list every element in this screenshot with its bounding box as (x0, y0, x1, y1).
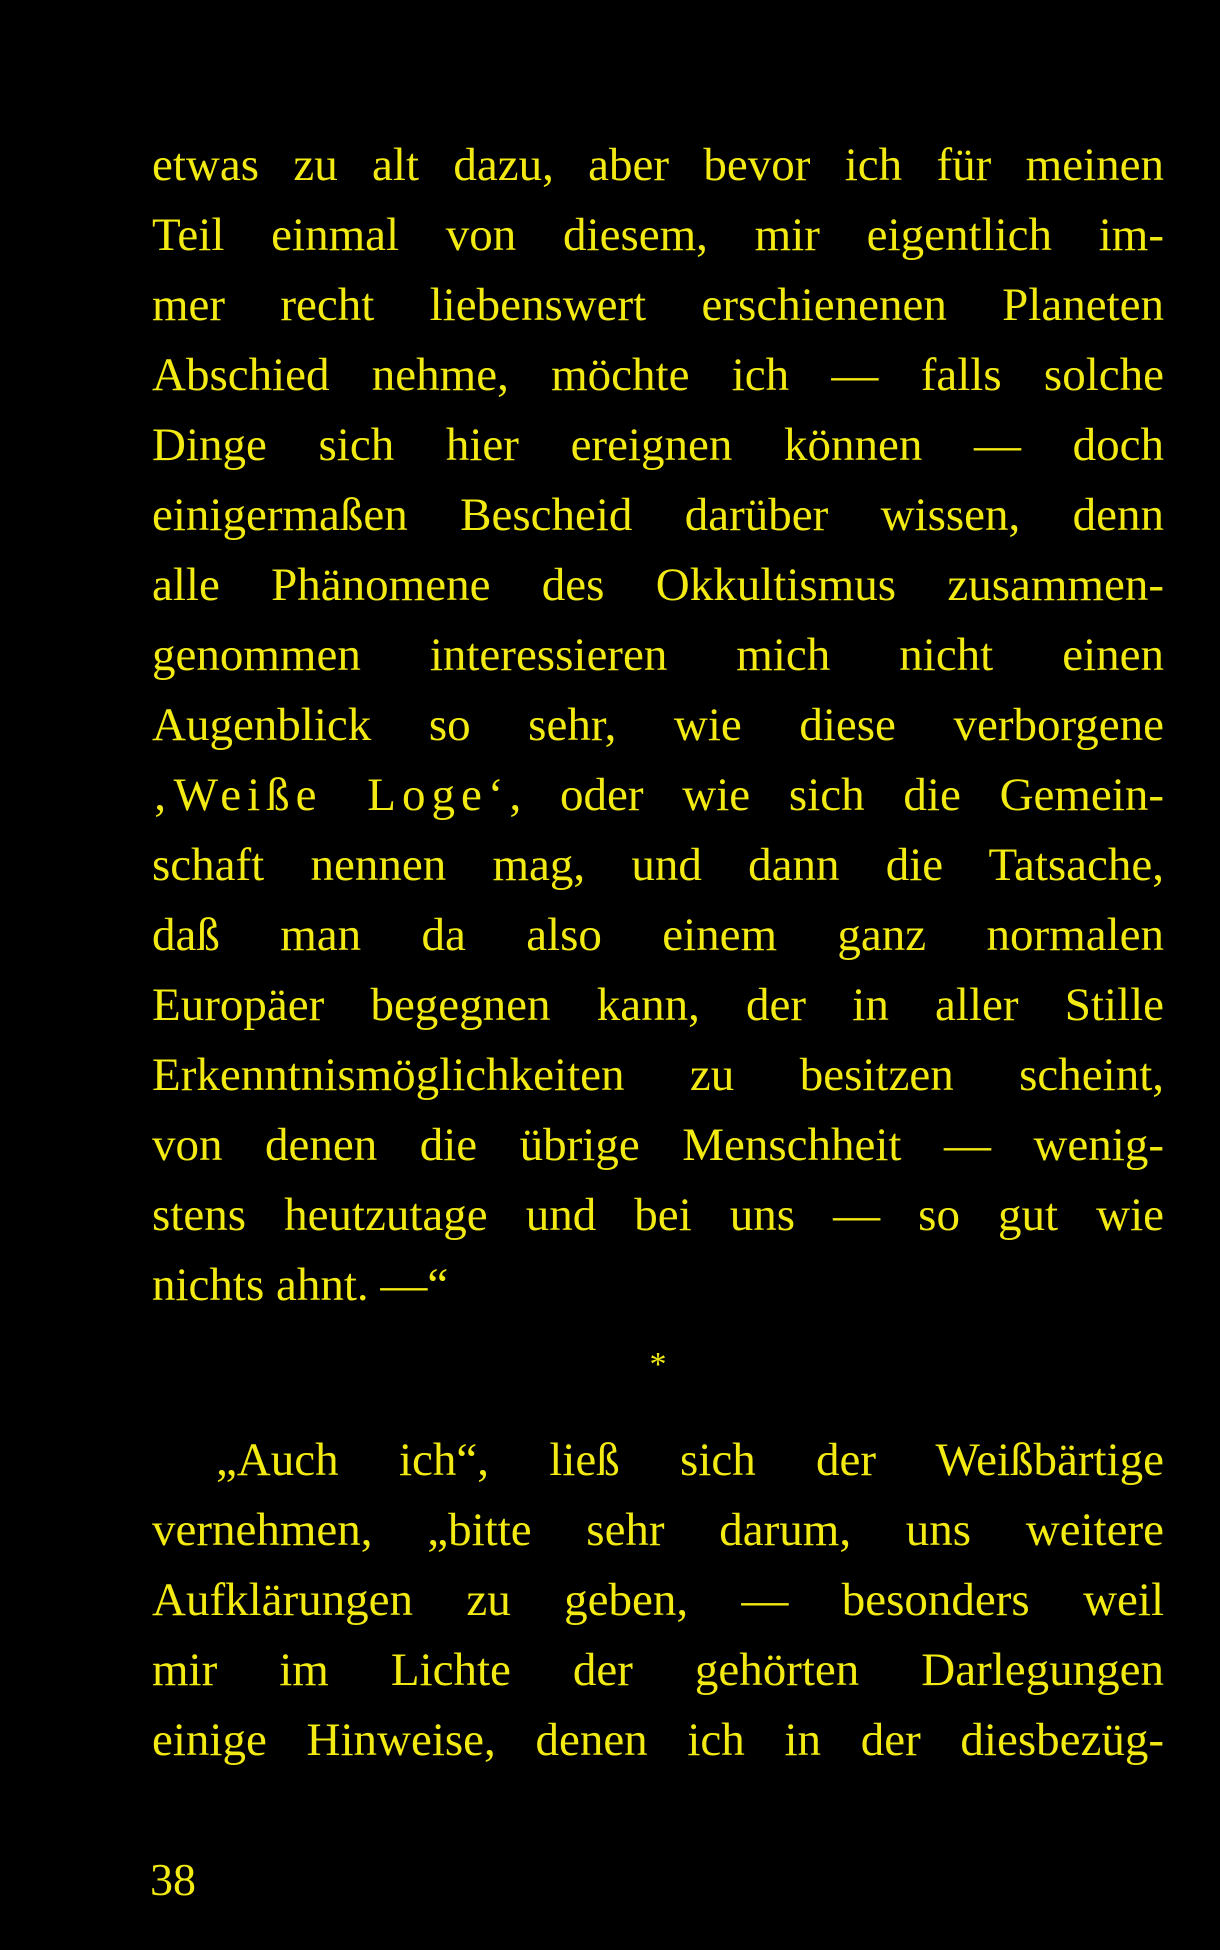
text-line: etwas zu alt dazu, aber bevor ich für meinen (152, 139, 1164, 191)
text-line: daß man da also einem ganz normalen (152, 909, 1164, 961)
text-line: nichts ahnt. —“ (152, 1259, 449, 1311)
text-line: schaft nennen mag, und dann die Tatsache, (152, 839, 1164, 891)
section-separator: * (649, 1346, 667, 1383)
text-line: mir im Lichte der gehörten Darlegungen (152, 1644, 1164, 1696)
text-line: Erkenntnismöglichkeiten zu besitzen scheint, (152, 1049, 1164, 1101)
spaced-term: ‚Weiße Loge‘ (152, 769, 510, 821)
text-line: einige Hinweise, denen ich in der diesbezüg- (152, 1714, 1164, 1766)
text-line: Augenblick so sehr, wie diese verborgene (152, 699, 1164, 751)
text-line (152, 765, 1164, 825)
text-line: einigermaßen Bescheid darüber wissen, denn (152, 489, 1164, 541)
text-line: mer recht liebenswert erschienenen Planeten (152, 279, 1164, 331)
text-line: Dinge sich hier ereignen können — doch (152, 419, 1164, 471)
text-line: vernehmen, „bitte sehr darum, uns weitere (152, 1504, 1164, 1556)
text-line: genommen interessieren mich nicht einen (152, 629, 1164, 681)
text-line: Europäer begegnen kann, der in aller Stille (152, 979, 1164, 1031)
text-line: von denen die übrige Menschheit — wenig- (152, 1119, 1164, 1171)
text-line: Aufklärungen zu geben, — besonders weil (152, 1574, 1164, 1626)
text-line: Abschied nehme, möchte ich — falls solche (152, 349, 1164, 401)
text-line: stens heutzutage und bei uns — so gut wie (152, 1189, 1164, 1241)
text-line: alle Phänomene des Okkultismus zusammen- (152, 559, 1164, 611)
page-number: 38 (150, 1854, 196, 1905)
text-line: „Auch ich“, ließ sich der Weißbärtige (216, 1434, 1164, 1486)
text-line: Teil einmal von diesem, mir eigentlich im- (152, 209, 1164, 261)
text-fragment: , oder wie sich die Gemein- (509, 769, 1164, 821)
